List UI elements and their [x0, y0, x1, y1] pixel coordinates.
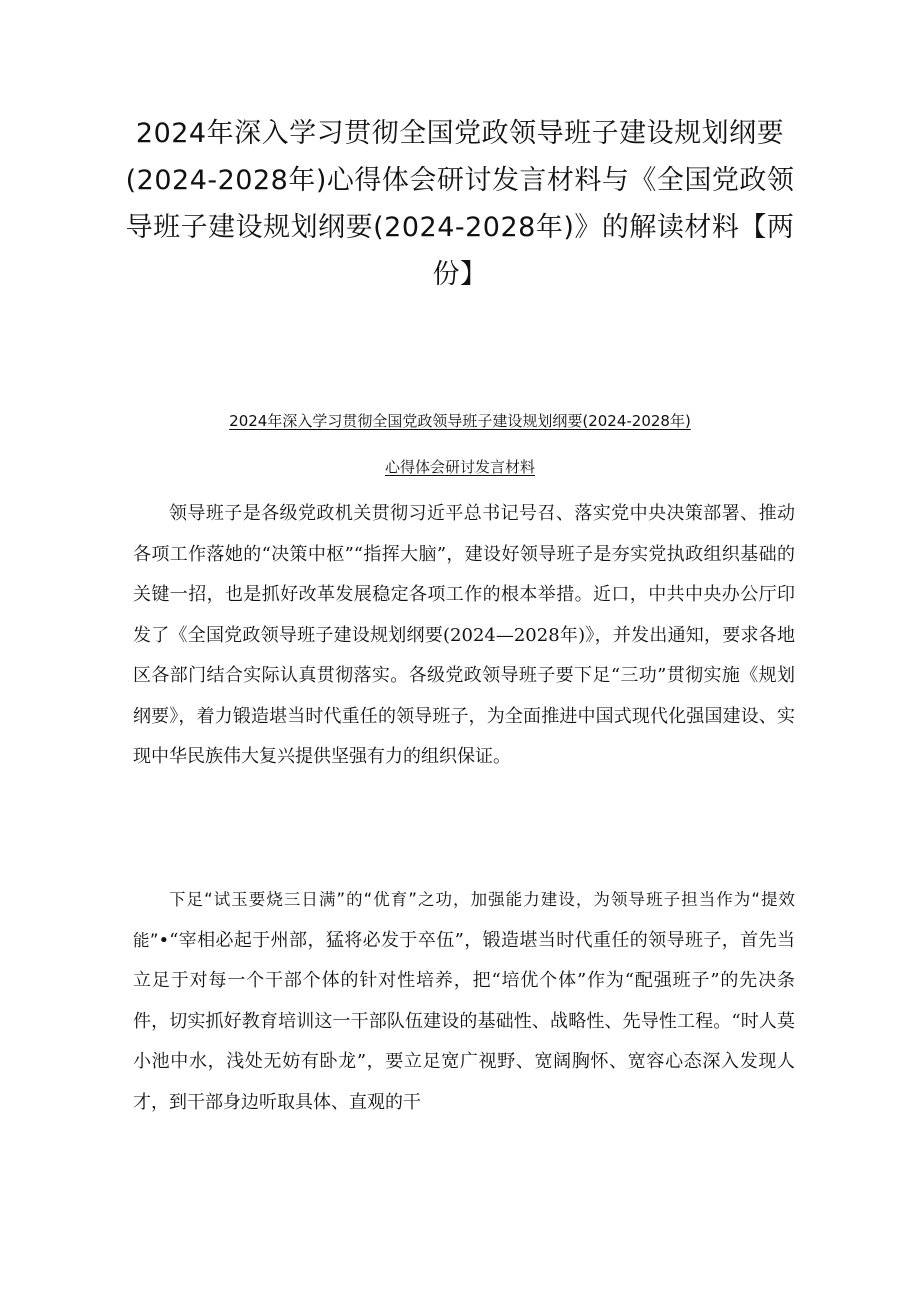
paragraph-2-body: •“宰相必起于州部，猛将必发于卒伍”，锻造堪当时代重任的领导班子，首先当立足于对每一个干部个体的针对性培养，把“培优个体”作为“配强班子”的先决条件，切实抓好教育培训这一干部队伍建设的基础性、战略性、先导性工程。“时人莫小池中水，浅处无妨有卧龙”，要立足宽广视野、宽阔胸怀、宽容心态深入发现人才，到干部身边听取具体、直观的干 — [133, 929, 795, 1113]
document-title: 2024年深入学习贯彻全国党政领导班子建设规划纲要(2024-2028年)心得体会研讨发言材料与《全国党政领导班子建设规划纲要(2024-2028年)》的解读材料【两份】 — [125, 118, 795, 290]
body-paragraph-1: 领导班子是各级党政机关贯彻习近平总书记号召、落实党中央决策部署、推动各项工作落她的“决策中枢”“指挥大脑”，建设好领导班子是夯实党执政组织基础的关键一招，也是抓好改革发展稳定各项工作的根本举措。近口，中共中央办公厅印发了《全国党政领导班子建设规划纲要(2024—2028年)》，并发出通知，要求各地区各部门结合实际认真贯彻落实。各级党政领导班子要下足“三功”贯彻实施《规划纲要》，着力锻造堪当时代重任的领导班子，为全面推进中国式现代化强国建设、实现中华民族伟大复兴提供坚强有力的组织保证。 — [133, 503, 795, 767]
paragraph-lead-heading: 下足“试玉要烧三日满”的“优育”之功，加强能力建设，为领导班子担当作为“提效能” — [133, 890, 795, 950]
section-heading-line-2: 心得体会研讨发言材料 — [384, 458, 535, 476]
body-paragraph-2 — [133, 880, 795, 1123]
section-heading-line-1: 2024年深入学习贯彻全国党政领导班子建设规划纲要(2024-2028年) — [229, 412, 691, 430]
